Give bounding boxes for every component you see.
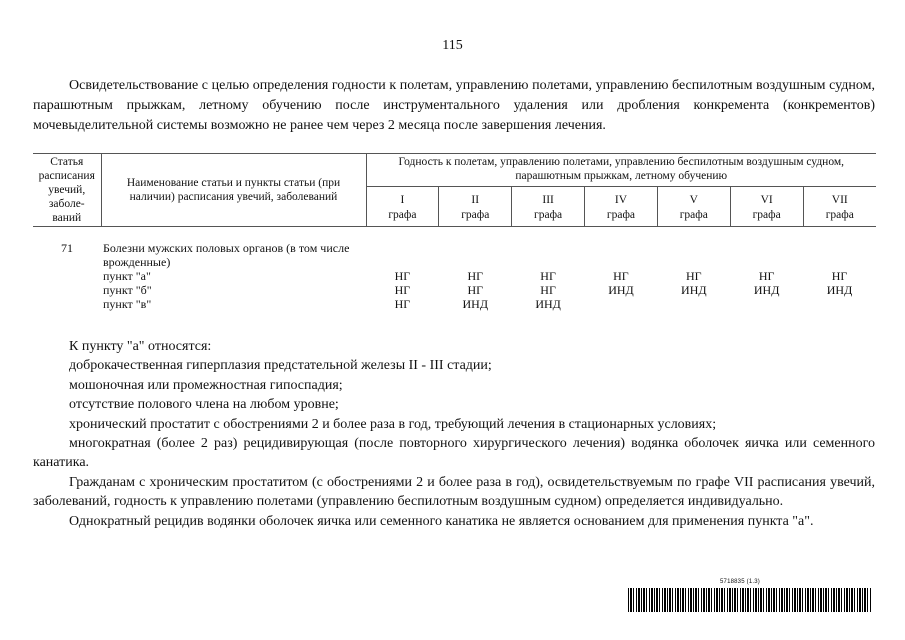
article-column-header: Статья расписания увечий, заболе-ваний [33,154,101,227]
article-description [101,241,366,311]
grafa-header: V графа [657,186,730,226]
paragraph: Гражданам с хроническим простатитом (с обострениями 2 и более раза в год), освидетельствуемым по графе VII расписания увечий, заболеваний, годность к управлению полетами (управлению беспилотным воздушным судном) определяется индивидуально. [33,474,875,510]
grade-cell: НГ НГ НГ [394,269,411,311]
table-row [33,241,876,311]
list-heading: К пункту "а" относятся: [69,339,212,354]
list-item: хронический простатит с обострениями 2 и более раза в год, требующий лечения в стационарных условиях; [69,416,717,432]
intro-paragraph: Освидетельствование с целью определения годности к полетам, управлению полетами, управлению беспилотным воздушным судном, парашютным прыжкам, летному обучению после инструментального удаления или дробления конкремента (конкрементов) мочевыделительной системы возможно не ранее чем через 2 месяца после завершения лечения. [33,78,875,133]
paragraph: Однократный рецидив водянки оболочек яичка или семенного канатика не является основанием для применения пункта "а". [69,513,814,529]
grafa-header: VI графа [730,186,803,226]
item-label: пункт "а" [103,269,151,283]
list-item: отсутствие полового члена на любом уровне; [69,397,339,413]
article-number: 71 [61,241,73,255]
grade-cell: НГ НГ ИНД [462,269,489,311]
list-item: мошоночная или промежностная гипоспадия; [69,377,343,393]
fitness-group-header: Годность к полетам, управлению полетами, управлению беспилотным воздушным судном, парашютным прыжкам, летному обучению [366,154,876,187]
article-title: Болезни мужских половых органов (в том числе врожденные) [103,241,350,269]
page-number: 115 [442,38,463,53]
item-label: пункт "в" [103,297,152,311]
grafa-header: I графа [366,186,439,226]
list-item: доброкачественная гиперплазия предстательной железы II - III стадии; [69,358,492,374]
body-text [33,337,875,531]
grafa-header: II графа [439,186,512,226]
grade-cell: НГ ИНД [753,269,780,297]
grade-cell: НГ НГ ИНД [535,269,561,311]
grade-cell: НГ ИНД [826,269,853,297]
fitness-table [33,153,876,311]
grafa-header: IV графа [585,186,658,226]
name-column-header: Наименование статьи и пункты статьи (при наличии) расписания увечий, заболеваний [101,154,366,227]
list-item: многократная (более 2 раз) рецидивирующая (после повторного хирургического лечения) водянка оболочек яичка или семенного канатика. [33,436,875,471]
grade-cell: НГ ИНД [608,269,634,297]
fitness-table-container [33,153,876,311]
grade-cell: НГ ИНД [681,269,707,297]
item-label: пункт "б" [103,283,152,297]
grafa-header: III графа [512,186,585,226]
grafa-header: VII графа [803,186,876,226]
barcode [628,588,872,612]
barcode-label: 5718835 (1.3) [720,579,760,585]
